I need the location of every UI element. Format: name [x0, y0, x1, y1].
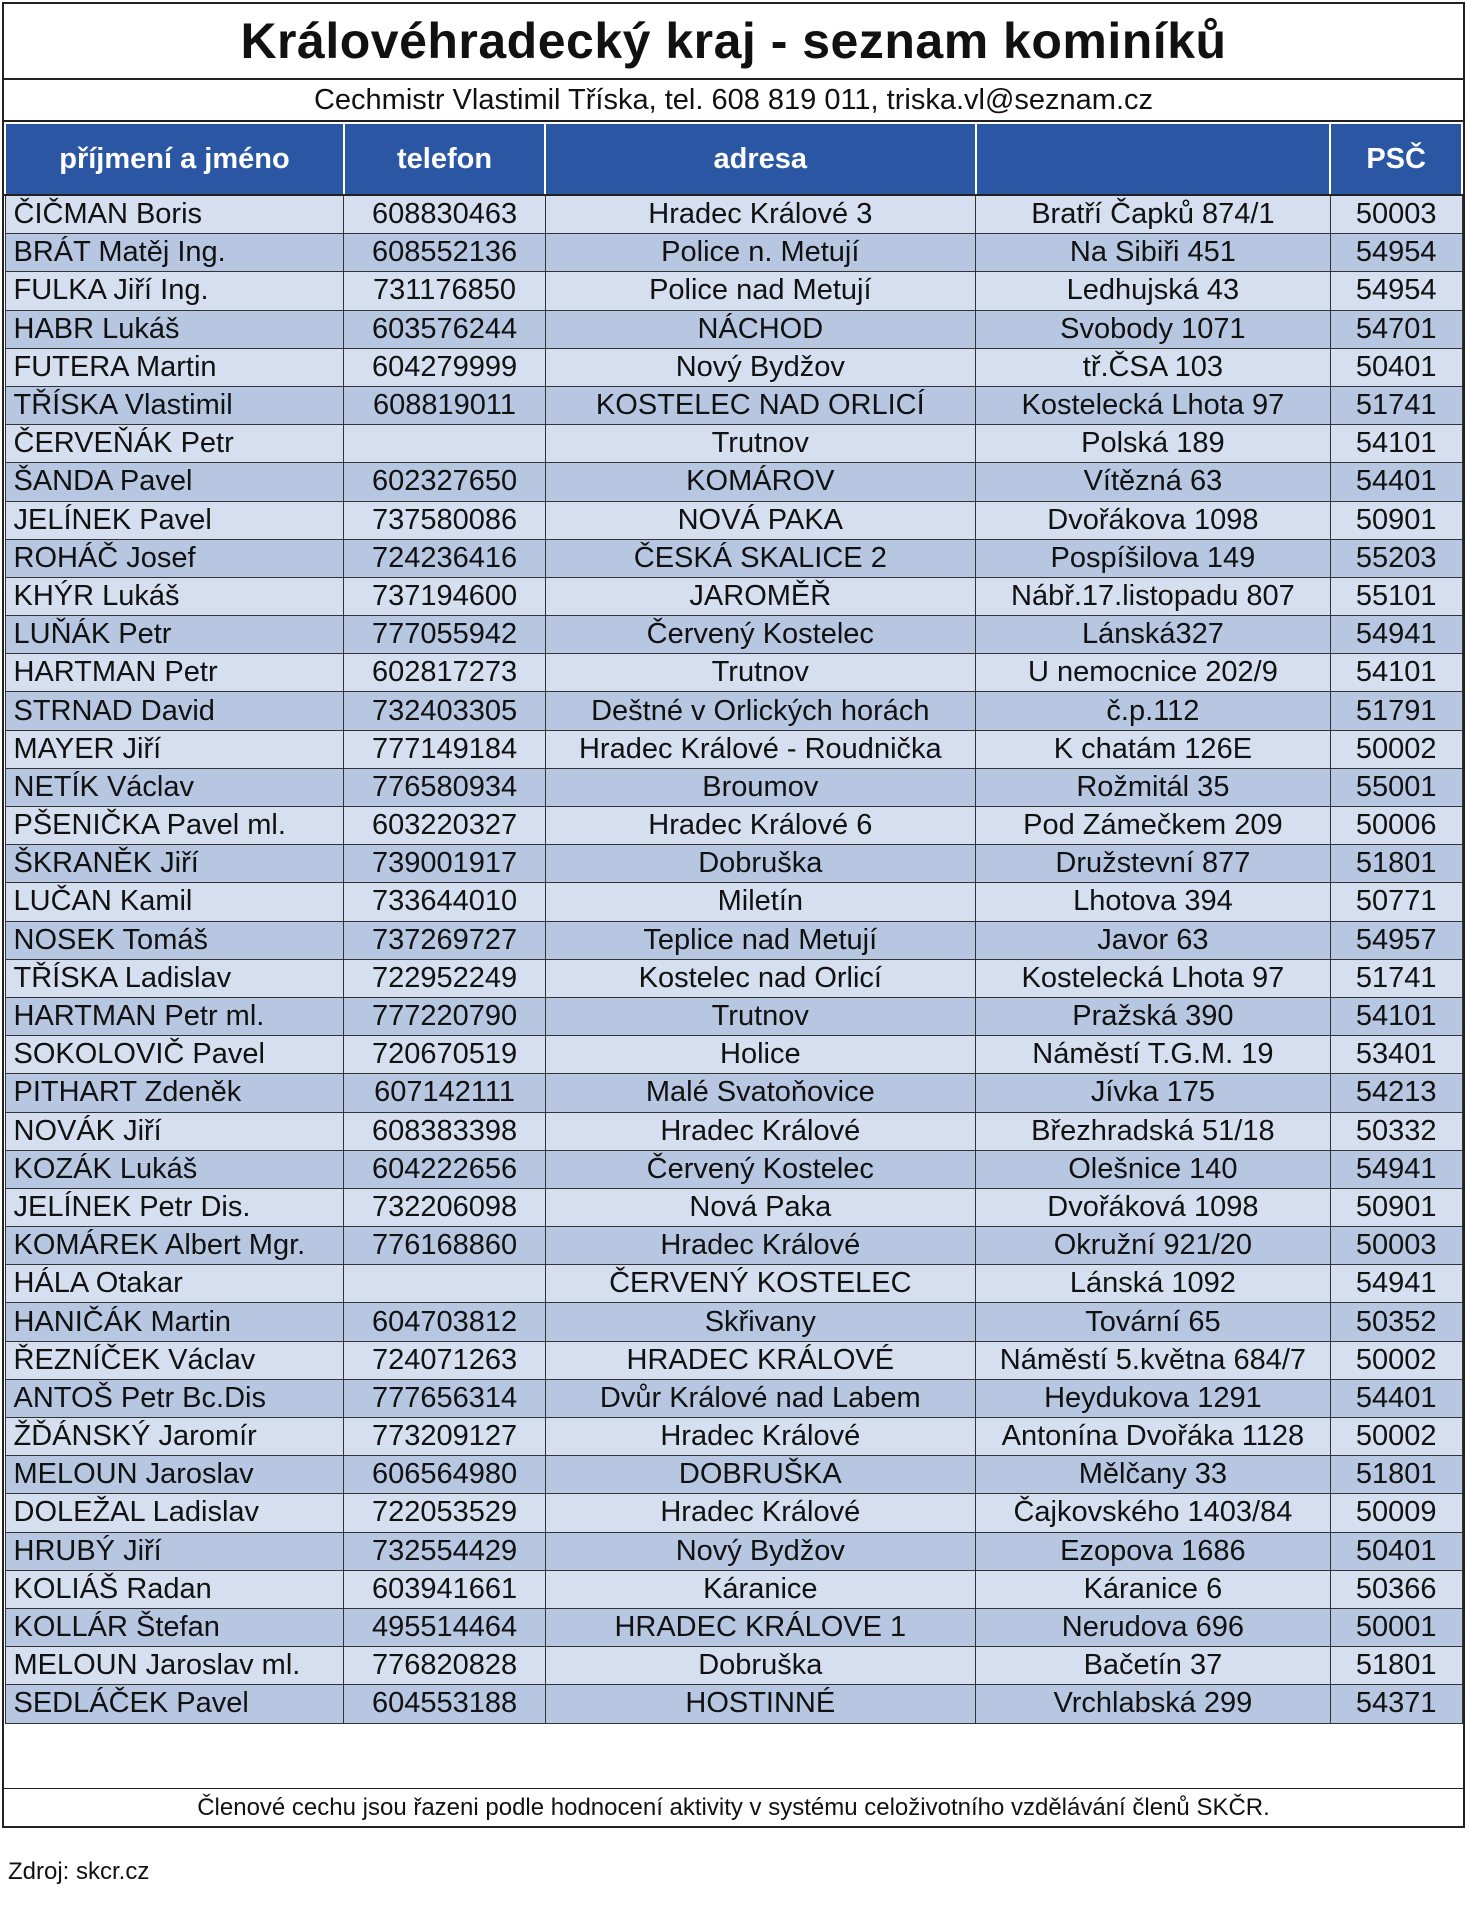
cell-city: Hradec Králové 6	[545, 807, 975, 845]
cell-name: KOLLÁR Štefan	[5, 1608, 344, 1646]
table-row	[5, 1685, 1462, 1723]
cell-phone: 604279999	[344, 348, 545, 386]
cell-phone: 732403305	[344, 692, 545, 730]
cell-name: TŘÍSKA Vlastimil	[5, 386, 344, 424]
cell-name: FULKA Jiří Ing.	[5, 272, 344, 310]
cell-name: LUŇÁK Petr	[5, 616, 344, 654]
table-row	[5, 768, 1462, 806]
cell-psc: 51791	[1330, 692, 1462, 730]
cell-phone: 731176850	[344, 272, 545, 310]
cell-street: Lánská327	[976, 616, 1331, 654]
cell-phone: 777055942	[344, 616, 545, 654]
cell-street: Javor 63	[976, 921, 1331, 959]
table-row	[5, 1379, 1462, 1417]
cell-city: Dobruška	[545, 1647, 975, 1685]
cell-name: SOKOLOVIČ Pavel	[5, 1036, 344, 1074]
footer-note: Členové cechu jsou řazeni podle hodnocení aktivity v systému celoživotního vzdělávání členů SKČR.	[4, 1788, 1463, 1826]
table-row	[5, 195, 1462, 234]
cell-street: Březhradská 51/18	[976, 1112, 1331, 1150]
cell-name: HRUBÝ Jiří	[5, 1532, 344, 1570]
cell-city: Dobruška	[545, 845, 975, 883]
cell-phone: 604553188	[344, 1685, 545, 1723]
table-row	[5, 1608, 1462, 1646]
cell-name: MAYER Jiří	[5, 730, 344, 768]
cell-psc: 51741	[1330, 386, 1462, 424]
cell-phone: 777220790	[344, 997, 545, 1035]
table-row	[5, 577, 1462, 615]
column-header-address: adresa	[545, 123, 975, 195]
cell-phone: 607142111	[344, 1074, 545, 1112]
table-row	[5, 1341, 1462, 1379]
column-header-psc: PSČ	[1330, 123, 1462, 195]
table-row	[5, 234, 1462, 272]
table-header-row	[5, 123, 1462, 195]
cell-name: KOLIÁŠ Radan	[5, 1570, 344, 1608]
table-row	[5, 1188, 1462, 1226]
cell-psc: 54401	[1330, 463, 1462, 501]
cell-street: Káranice 6	[976, 1570, 1331, 1608]
cell-name: STRNAD David	[5, 692, 344, 730]
cell-psc: 54941	[1330, 616, 1462, 654]
cell-phone: 773209127	[344, 1418, 545, 1456]
cell-street: Pod Zámečkem 209	[976, 807, 1331, 845]
cell-street: Ezopova 1686	[976, 1532, 1331, 1570]
cell-phone: 604703812	[344, 1303, 545, 1341]
cell-phone: 603941661	[344, 1570, 545, 1608]
cell-city: Skřivany	[545, 1303, 975, 1341]
cell-city: Nový Bydžov	[545, 348, 975, 386]
cell-name: ČERVEŇÁK Petr	[5, 425, 344, 463]
cell-psc: 54213	[1330, 1074, 1462, 1112]
table-row	[5, 310, 1462, 348]
cell-psc: 55203	[1330, 539, 1462, 577]
cell-street: Na Sibiři 451	[976, 234, 1331, 272]
cell-psc: 50001	[1330, 1608, 1462, 1646]
cell-phone: 495514464	[344, 1608, 545, 1646]
cell-name: LUČAN Kamil	[5, 883, 344, 921]
cell-street: Heydukova 1291	[976, 1379, 1331, 1417]
cell-street: Náměstí T.G.M. 19	[976, 1036, 1331, 1074]
table-row	[5, 883, 1462, 921]
cell-name: HARTMAN Petr ml.	[5, 997, 344, 1035]
cell-phone: 606564980	[344, 1456, 545, 1494]
cell-street: Kostelecká Lhota 97	[976, 386, 1331, 424]
cell-phone: 608552136	[344, 234, 545, 272]
cell-city: Červený Kostelec	[545, 1150, 975, 1188]
cell-psc: 54401	[1330, 1379, 1462, 1417]
cell-name: KHÝR Lukáš	[5, 577, 344, 615]
cell-city: ČESKÁ SKALICE 2	[545, 539, 975, 577]
cell-name: BRÁT Matěj Ing.	[5, 234, 344, 272]
cell-psc: 50009	[1330, 1494, 1462, 1532]
cell-name: ANTOŠ Petr Bc.Dis	[5, 1379, 344, 1417]
cell-phone: 608383398	[344, 1112, 545, 1150]
table-row	[5, 1074, 1462, 1112]
table-row	[5, 1494, 1462, 1532]
cell-phone: 724071263	[344, 1341, 545, 1379]
cell-city: Hradec Králové - Roudnička	[545, 730, 975, 768]
cell-psc: 51801	[1330, 1647, 1462, 1685]
cell-psc: 51741	[1330, 959, 1462, 997]
cell-phone: 777656314	[344, 1379, 545, 1417]
cell-psc: 50003	[1330, 195, 1462, 234]
cell-street: Pospíšilova 149	[976, 539, 1331, 577]
cell-name: HARTMAN Petr	[5, 654, 344, 692]
cell-street: U nemocnice 202/9	[976, 654, 1331, 692]
cell-phone: 777149184	[344, 730, 545, 768]
cell-city: Hradec Králové	[545, 1494, 975, 1532]
cell-psc: 50002	[1330, 1341, 1462, 1379]
cell-psc: 55101	[1330, 577, 1462, 615]
cell-name: NOVÁK Jiří	[5, 1112, 344, 1150]
cell-street: Kostelecká Lhota 97	[976, 959, 1331, 997]
cell-street: Okružní 921/20	[976, 1227, 1331, 1265]
cell-psc: 50006	[1330, 807, 1462, 845]
table-row	[5, 425, 1462, 463]
table-row	[5, 348, 1462, 386]
cell-street: Svobody 1071	[976, 310, 1331, 348]
cell-psc: 50366	[1330, 1570, 1462, 1608]
chimney-sweep-table	[4, 122, 1463, 1724]
cell-city: KOSTELEC NAD ORLICÍ	[545, 386, 975, 424]
table-row	[5, 730, 1462, 768]
cell-name: ČIČMAN Boris	[5, 195, 344, 234]
cell-psc: 50002	[1330, 1418, 1462, 1456]
table-row	[5, 1265, 1462, 1303]
table-row	[5, 1303, 1462, 1341]
cell-city: Holice	[545, 1036, 975, 1074]
cell-name: PŠENIČKA Pavel ml.	[5, 807, 344, 845]
cell-name: HÁLA Otakar	[5, 1265, 344, 1303]
cell-street: Dvořáková 1098	[976, 1188, 1331, 1226]
cell-phone: 603220327	[344, 807, 545, 845]
cell-street: Čajkovského 1403/84	[976, 1494, 1331, 1532]
cell-psc: 54954	[1330, 272, 1462, 310]
cell-city: Trutnov	[545, 654, 975, 692]
cell-street: Lhotova 394	[976, 883, 1331, 921]
cell-psc: 50401	[1330, 348, 1462, 386]
cell-street: Nerudova 696	[976, 1608, 1331, 1646]
cell-psc: 54957	[1330, 921, 1462, 959]
cell-psc: 54941	[1330, 1265, 1462, 1303]
cell-street: Nábř.17.listopadu 807	[976, 577, 1331, 615]
cell-street: Tovární 65	[976, 1303, 1331, 1341]
cell-city: HRADEC KRÁLOVÉ	[545, 1341, 975, 1379]
cell-street: Lánská 1092	[976, 1265, 1331, 1303]
cell-name: MELOUN Jaroslav	[5, 1456, 344, 1494]
column-header-name: příjmení a jméno	[5, 123, 344, 195]
cell-phone: 722053529	[344, 1494, 545, 1532]
cell-city: Police nad Metují	[545, 272, 975, 310]
cell-street: č.p.112	[976, 692, 1331, 730]
cell-psc: 54701	[1330, 310, 1462, 348]
cell-name: ŠANDA Pavel	[5, 463, 344, 501]
cell-city: DOBRUŠKA	[545, 1456, 975, 1494]
cell-city: Hradec Králové 3	[545, 195, 975, 234]
cell-name: PITHART Zdeněk	[5, 1074, 344, 1112]
cell-name: HABR Lukáš	[5, 310, 344, 348]
cell-street: Dvořákova 1098	[976, 501, 1331, 539]
table-row	[5, 921, 1462, 959]
cell-city: HOSTINNÉ	[545, 1685, 975, 1723]
cell-city: Broumov	[545, 768, 975, 806]
cell-city: Deštné v Orlických horách	[545, 692, 975, 730]
cell-city: Kostelec nad Orlicí	[545, 959, 975, 997]
cell-psc: 54101	[1330, 654, 1462, 692]
chimney-sweep-list	[2, 2, 1465, 1828]
cell-phone: 737580086	[344, 501, 545, 539]
table-row	[5, 1456, 1462, 1494]
table-row	[5, 1418, 1462, 1456]
table-row	[5, 1227, 1462, 1265]
cell-street: Olešnice 140	[976, 1150, 1331, 1188]
cell-street: Bačetín 37	[976, 1647, 1331, 1685]
cell-name: JELÍNEK Petr Dis.	[5, 1188, 344, 1226]
cell-phone: 608830463	[344, 195, 545, 234]
page-subtitle: Cechmistr Vlastimil Tříska, tel. 608 819 011, triska.vl@seznam.cz	[4, 80, 1463, 122]
cell-name: ŠKRANĚK Jiří	[5, 845, 344, 883]
cell-phone: 603576244	[344, 310, 545, 348]
table-row	[5, 845, 1462, 883]
cell-name: KOMÁREK Albert Mgr.	[5, 1227, 344, 1265]
cell-city: Police n. Metují	[545, 234, 975, 272]
cell-phone: 776820828	[344, 1647, 545, 1685]
table-row	[5, 539, 1462, 577]
cell-phone: 732206098	[344, 1188, 545, 1226]
cell-phone	[344, 1265, 545, 1303]
cell-city: HRADEC KRÁLOVE 1	[545, 1608, 975, 1646]
cell-city: Hradec Králové	[545, 1227, 975, 1265]
table-row	[5, 1647, 1462, 1685]
cell-street: K chatám 126E	[976, 730, 1331, 768]
cell-phone: 608819011	[344, 386, 545, 424]
table-row	[5, 272, 1462, 310]
cell-psc: 50901	[1330, 501, 1462, 539]
table-row	[5, 463, 1462, 501]
cell-city: Káranice	[545, 1570, 975, 1608]
cell-psc: 50003	[1330, 1227, 1462, 1265]
cell-street: Rožmitál 35	[976, 768, 1331, 806]
cell-city: Miletín	[545, 883, 975, 921]
cell-phone: 602327650	[344, 463, 545, 501]
cell-psc: 50401	[1330, 1532, 1462, 1570]
cell-name: ŘEZNÍČEK Václav	[5, 1341, 344, 1379]
table-row	[5, 1150, 1462, 1188]
cell-name: KOZÁK Lukáš	[5, 1150, 344, 1188]
cell-psc: 51801	[1330, 1456, 1462, 1494]
cell-city: Hradec Králové	[545, 1418, 975, 1456]
cell-city: JAROMĚŘ	[545, 577, 975, 615]
table-row	[5, 1570, 1462, 1608]
cell-phone: 722952249	[344, 959, 545, 997]
cell-phone: 737194600	[344, 577, 545, 615]
cell-street: Mělčany 33	[976, 1456, 1331, 1494]
cell-city: Malé Svatoňovice	[545, 1074, 975, 1112]
cell-psc: 50901	[1330, 1188, 1462, 1226]
cell-phone: 776580934	[344, 768, 545, 806]
cell-name: ROHÁČ Josef	[5, 539, 344, 577]
page-title: Královéhradecký kraj - seznam kominíků	[4, 4, 1463, 80]
cell-street: Pražská 390	[976, 997, 1331, 1035]
cell-psc: 50002	[1330, 730, 1462, 768]
table-row	[5, 692, 1462, 730]
cell-psc: 54371	[1330, 1685, 1462, 1723]
cell-name: DOLEŽAL Ladislav	[5, 1494, 344, 1532]
column-header-street	[976, 123, 1331, 195]
cell-name: SEDLÁČEK Pavel	[5, 1685, 344, 1723]
cell-city: NÁCHOD	[545, 310, 975, 348]
cell-city: Nová Paka	[545, 1188, 975, 1226]
cell-city: Dvůr Králové nad Labem	[545, 1379, 975, 1417]
cell-psc: 50771	[1330, 883, 1462, 921]
table-row	[5, 807, 1462, 845]
cell-name: FUTERA Martin	[5, 348, 344, 386]
cell-psc: 54954	[1330, 234, 1462, 272]
cell-psc: 54101	[1330, 997, 1462, 1035]
cell-psc: 54101	[1330, 425, 1462, 463]
cell-phone: 739001917	[344, 845, 545, 883]
cell-name: NETÍK Václav	[5, 768, 344, 806]
cell-phone: 724236416	[344, 539, 545, 577]
table-row	[5, 501, 1462, 539]
cell-phone: 732554429	[344, 1532, 545, 1570]
source-credit: Zdroj: skcr.cz	[8, 1858, 150, 1885]
cell-psc: 53401	[1330, 1036, 1462, 1074]
cell-psc: 50332	[1330, 1112, 1462, 1150]
cell-city: Hradec Králové	[545, 1112, 975, 1150]
table-row	[5, 1532, 1462, 1570]
cell-street: tř.ČSA 103	[976, 348, 1331, 386]
table-row	[5, 1036, 1462, 1074]
table-row	[5, 386, 1462, 424]
cell-name: ŽĎÁNSKÝ Jaromír	[5, 1418, 344, 1456]
column-header-phone: telefon	[344, 123, 545, 195]
cell-phone: 776168860	[344, 1227, 545, 1265]
cell-street: Jívka 175	[976, 1074, 1331, 1112]
cell-city: Nový Bydžov	[545, 1532, 975, 1570]
table-body	[5, 195, 1462, 1723]
cell-phone: 737269727	[344, 921, 545, 959]
cell-psc: 55001	[1330, 768, 1462, 806]
cell-city: NOVÁ PAKA	[545, 501, 975, 539]
cell-street: Antonína Dvořáka 1128	[976, 1418, 1331, 1456]
cell-street: Náměstí 5.května 684/7	[976, 1341, 1331, 1379]
cell-street: Bratří Čapků 874/1	[976, 195, 1331, 234]
cell-city: KOMÁROV	[545, 463, 975, 501]
cell-city: ČERVENÝ KOSTELEC	[545, 1265, 975, 1303]
table-row	[5, 654, 1462, 692]
cell-city: Trutnov	[545, 425, 975, 463]
cell-name: NOSEK Tomáš	[5, 921, 344, 959]
table-row	[5, 959, 1462, 997]
cell-phone: 602817273	[344, 654, 545, 692]
cell-psc: 54941	[1330, 1150, 1462, 1188]
cell-street: Vítězná 63	[976, 463, 1331, 501]
cell-city: Červený Kostelec	[545, 616, 975, 654]
cell-street: Družstevní 877	[976, 845, 1331, 883]
cell-phone: 720670519	[344, 1036, 545, 1074]
cell-city: Teplice nad Metují	[545, 921, 975, 959]
cell-name: HANIČÁK Martin	[5, 1303, 344, 1341]
cell-street: Polská 189	[976, 425, 1331, 463]
cell-name: JELÍNEK Pavel	[5, 501, 344, 539]
cell-phone: 733644010	[344, 883, 545, 921]
cell-psc: 50352	[1330, 1303, 1462, 1341]
cell-phone	[344, 425, 545, 463]
cell-name: TŘÍSKA Ladislav	[5, 959, 344, 997]
cell-street: Vrchlabská 299	[976, 1685, 1331, 1723]
table-row	[5, 997, 1462, 1035]
table-row	[5, 1112, 1462, 1150]
cell-street: Ledhujská 43	[976, 272, 1331, 310]
cell-name: MELOUN Jaroslav ml.	[5, 1647, 344, 1685]
cell-phone: 604222656	[344, 1150, 545, 1188]
cell-psc: 51801	[1330, 845, 1462, 883]
table-row	[5, 616, 1462, 654]
cell-city: Trutnov	[545, 997, 975, 1035]
